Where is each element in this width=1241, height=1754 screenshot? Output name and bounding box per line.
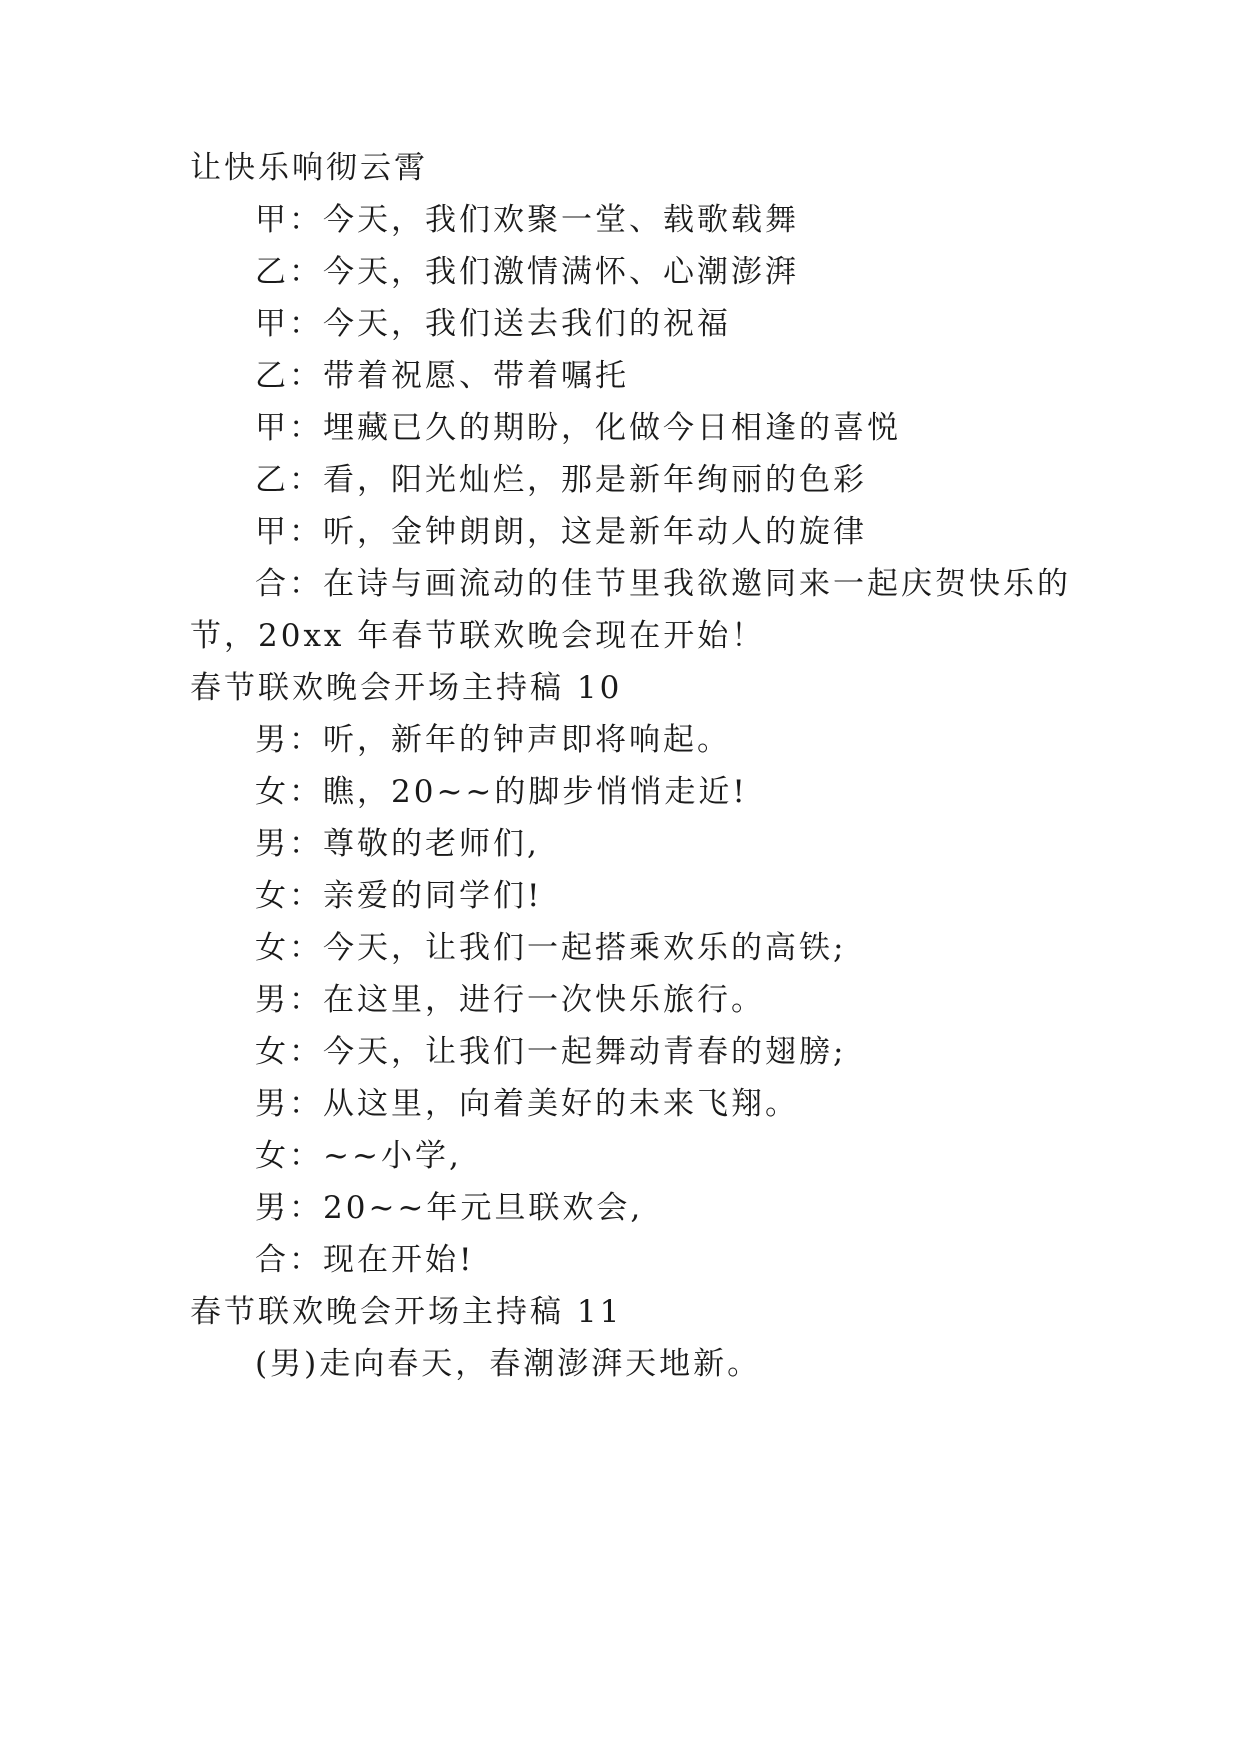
dialogue-line: 女：瞧，20~~的脚步悄悄走近! (255, 774, 748, 810)
dialogue-line: 甲：今天，我们送去我们的祝福 (255, 306, 731, 342)
paragraph-line: 让快乐响彻云霄 (190, 150, 428, 186)
dialogue-line: 乙：带着祝愿、带着嘱托 (255, 358, 629, 394)
dialogue-line: (男)走向春天，春潮澎湃天地新。 (255, 1346, 762, 1382)
dialogue-line: 女：亲爱的同学们! (255, 878, 543, 914)
dialogue-line: 女：今天，让我们一起舞动青春的翅膀; (255, 1034, 847, 1070)
dialogue-line: 男：尊敬的老师们, (255, 826, 540, 862)
dialogue-line: 甲：今天，我们欢聚一堂、载歌载舞 (255, 202, 799, 238)
dialogue-line: 女：~~小学, (255, 1138, 462, 1174)
dialogue-line: 男：听，新年的钟声即将响起。 (255, 722, 731, 758)
dialogue-line: 甲：埋藏已久的期盼，化做今日相逢的喜悦 (255, 410, 901, 446)
section-heading: 春节联欢晚会开场主持稿 10 (190, 670, 623, 706)
dialogue-line: 合：现在开始! (255, 1242, 475, 1278)
dialogue-line: 男：从这里，向着美好的未来飞翔。 (255, 1086, 799, 1122)
dialogue-line-continued: 节，20xx 年春节联欢晚会现在开始！ (190, 618, 766, 654)
dialogue-line: 合：在诗与画流动的佳节里我欲邀同来一起庆贺快乐的 (255, 566, 1071, 602)
section-heading: 春节联欢晚会开场主持稿 11 (190, 1294, 623, 1330)
dialogue-line: 女：今天，让我们一起搭乘欢乐的高铁; (255, 930, 847, 966)
dialogue-line: 乙：看，阳光灿烂，那是新年绚丽的色彩 (255, 462, 867, 498)
dialogue-line: 男：20~~年元旦联欢会, (255, 1190, 644, 1226)
dialogue-line: 男：在这里，进行一次快乐旅行。 (255, 982, 765, 1018)
dialogue-line: 甲：听，金钟朗朗，这是新年动人的旋律 (255, 514, 867, 550)
dialogue-line: 乙：今天，我们激情满怀、心潮澎湃 (255, 254, 799, 290)
